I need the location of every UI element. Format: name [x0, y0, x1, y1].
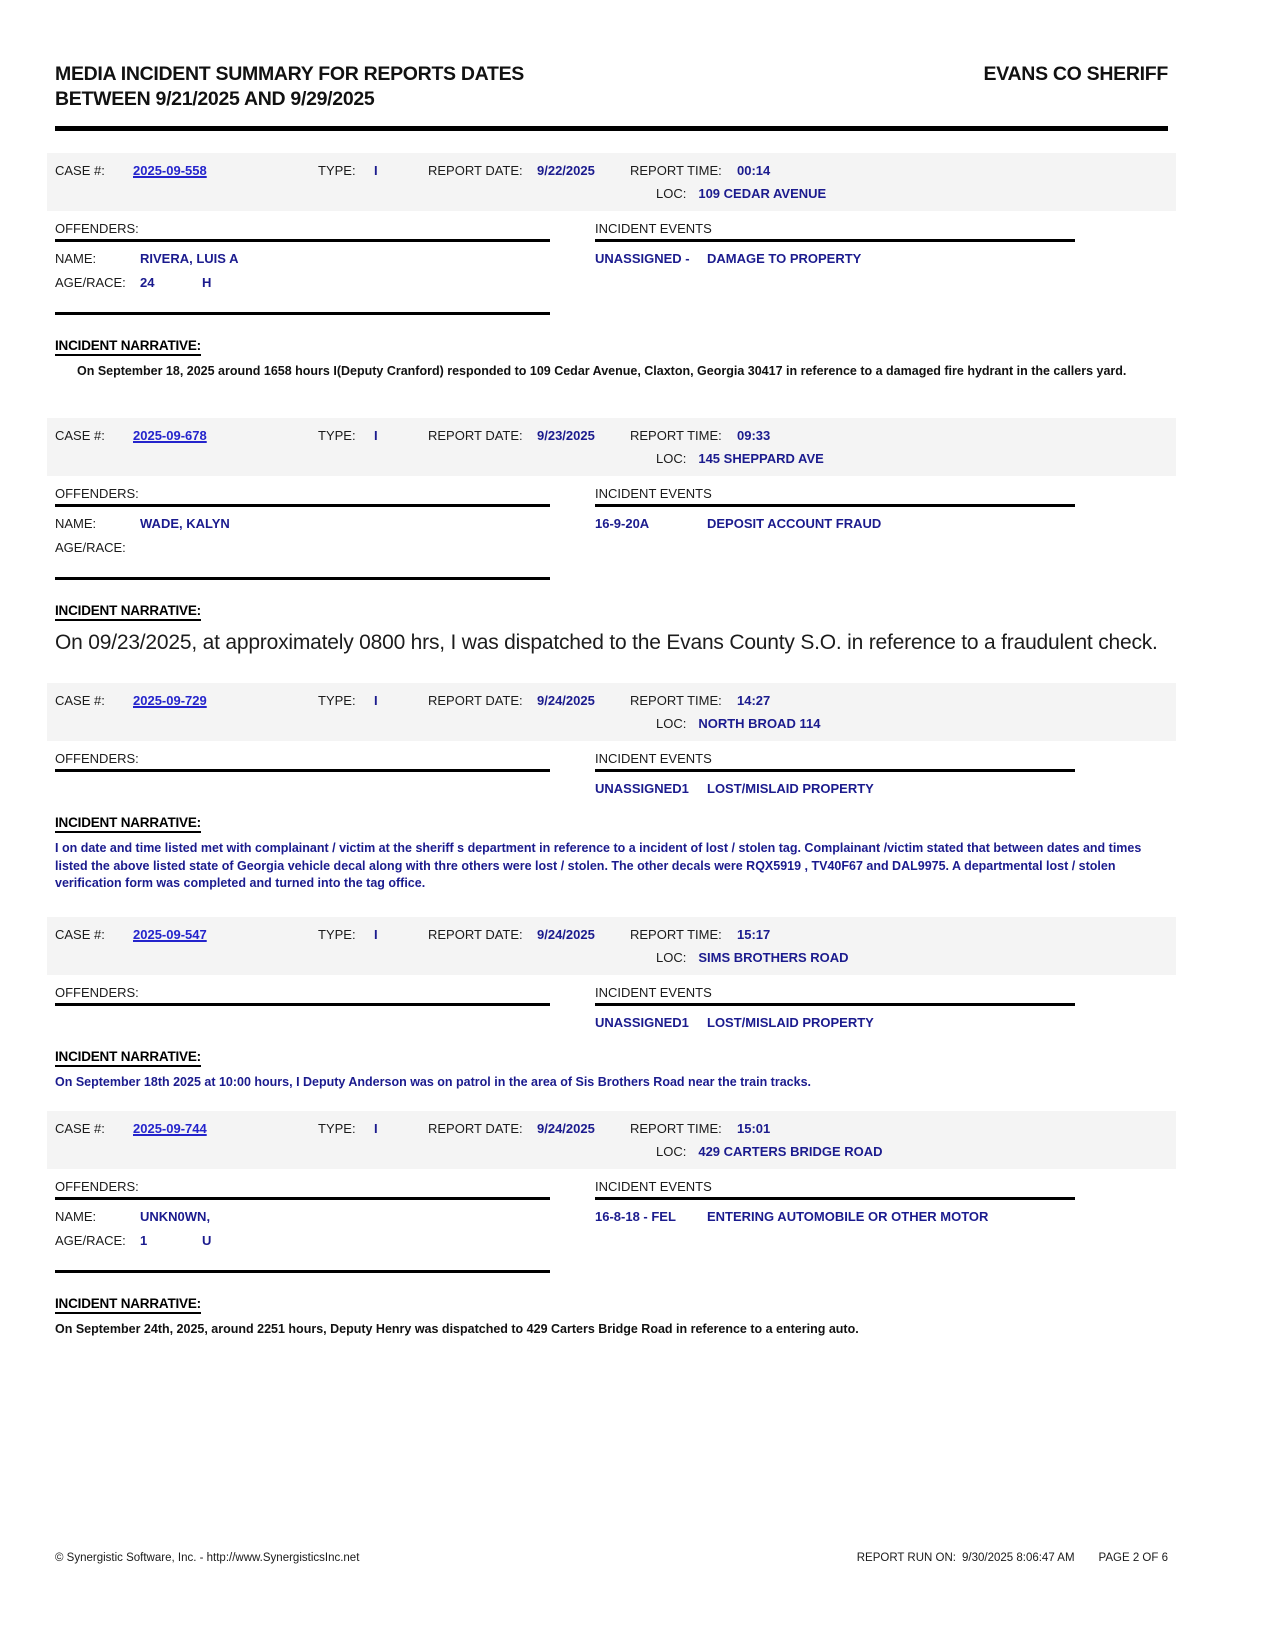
case-block — [55, 917, 1168, 1092]
case-block — [55, 418, 1168, 657]
event-row — [595, 781, 1075, 796]
case-number-link[interactable]: 2025-09-744 — [133, 1121, 207, 1136]
offenders-close-divider — [55, 312, 550, 315]
type-value: I — [374, 428, 378, 443]
offenders-divider — [55, 769, 550, 772]
loc-label: LOC: — [656, 451, 687, 466]
offenders-divider — [55, 1197, 550, 1200]
type-label: TYPE: — [318, 1121, 356, 1136]
incident-events-header: INCIDENT EVENTS — [595, 221, 712, 236]
case-header-band — [47, 153, 1176, 211]
event-desc: LOST/MISLAID PROPERTY — [707, 781, 874, 796]
offenders-divider — [55, 239, 550, 242]
report-date-value: 9/22/2025 — [537, 163, 595, 178]
header-divider — [55, 126, 1168, 131]
loc-label: LOC: — [656, 716, 687, 731]
event-row — [595, 1209, 1075, 1224]
page-title-line1: MEDIA INCIDENT SUMMARY FOR REPORTS DATES — [55, 63, 525, 85]
name-label: NAME: — [55, 251, 97, 266]
offender-age: 1 — [140, 1233, 148, 1248]
offenders-divider — [55, 1003, 550, 1006]
event-desc: ENTERING AUTOMOBILE OR OTHER MOTOR — [707, 1209, 989, 1224]
report-date-label: REPORT DATE: — [428, 693, 523, 708]
type-label: TYPE: — [318, 926, 356, 942]
event-code: 16-9-20A — [595, 516, 650, 531]
report-date-label: REPORT DATE: — [428, 926, 523, 942]
offender-name: WADE, KALYN — [140, 516, 230, 531]
narrative-section — [55, 337, 1168, 380]
name-label: NAME: — [55, 1209, 97, 1224]
case-number-link[interactable]: 2025-09-547 — [133, 926, 207, 942]
narrative-header: INCIDENT NARRATIVE: — [55, 603, 201, 621]
report-run-value: 9/30/2025 8:06:47 AM — [962, 1552, 1075, 1564]
case-header-band — [47, 418, 1176, 476]
offender-race: U — [202, 1233, 212, 1248]
event-code: UNASSIGNED1 — [595, 781, 689, 796]
narrative-text: On September 18, 2025 around 1658 hours I(Deputy Cranford) responded to 109 Cedar Avenue, Claxton, Georgia 30417 in reference to a damaged fire hydrant in the callers yard. — [77, 364, 1127, 378]
case-number-label: CASE #: — [55, 1121, 105, 1136]
report-date-value: 9/24/2025 — [537, 1121, 595, 1136]
page-title-line2: BETWEEN 9/21/2025 AND 9/29/2025 — [55, 88, 375, 110]
incident-events-section — [595, 221, 1075, 315]
case-header-band — [47, 683, 1176, 741]
offender-name-row — [55, 1209, 550, 1224]
offenders-section — [55, 985, 550, 1030]
report-header — [55, 62, 1168, 112]
incident-events-section — [595, 751, 1075, 796]
narrative-text: On 09/23/2025, at approximately 0800 hrs, I was dispatched to the Evans County S.O. in reference to a fraudulent check. — [55, 631, 1158, 654]
footer-copyright: © Synergistic Software, Inc. - http://www.SynergisticsInc.net — [55, 1552, 360, 1564]
report-date-label: REPORT DATE: — [428, 163, 523, 178]
case-number-link[interactable]: 2025-09-729 — [133, 693, 207, 708]
report-footer — [55, 1552, 1168, 1564]
narrative-header: INCIDENT NARRATIVE: — [55, 1049, 201, 1067]
report-time-label: REPORT TIME: — [630, 693, 722, 708]
report-time-value: 15:01 — [737, 1121, 771, 1136]
offenders-section — [55, 1179, 550, 1273]
event-row — [595, 251, 1075, 266]
report-date-value: 9/23/2025 — [537, 428, 595, 443]
incident-events-header: INCIDENT EVENTS — [595, 486, 712, 501]
report-time-label: REPORT TIME: — [630, 926, 722, 942]
narrative-section — [55, 1295, 1168, 1338]
type-label: TYPE: — [318, 693, 356, 708]
report-time-label: REPORT TIME: — [630, 163, 722, 178]
report-time-value: 14:27 — [737, 693, 771, 708]
case-number-label: CASE #: — [55, 693, 105, 708]
offenders-header: OFFENDERS: — [55, 221, 139, 236]
narrative-section — [55, 814, 1168, 893]
offender-name: RIVERA, LUIS A — [140, 251, 239, 266]
narrative-text: On September 18th 2025 at 10:00 hours, I Deputy Anderson was on patrol in the area of Sis Brothers Road near the train tracks. — [55, 1074, 811, 1089]
narrative-header: INCIDENT NARRATIVE: — [55, 338, 201, 356]
loc-value: 145 SHEPPARD AVE — [698, 451, 824, 466]
loc-value: 109 CEDAR AVENUE — [698, 186, 827, 201]
agency-name: EVANS CO SHERIFF — [983, 63, 1168, 85]
incident-events-divider — [595, 769, 1075, 772]
event-desc: LOST/MISLAID PROPERTY — [707, 1014, 874, 1030]
incident-events-header: INCIDENT EVENTS — [595, 751, 712, 766]
case-number-link[interactable]: 2025-09-558 — [133, 163, 207, 178]
offenders-header: OFFENDERS: — [55, 486, 139, 501]
loc-value: SIMS BROTHERS ROAD — [698, 949, 849, 965]
page-indicator: PAGE 2 OF 6 — [1098, 1552, 1168, 1564]
offenders-divider — [55, 504, 550, 507]
incident-events-divider — [595, 239, 1075, 242]
narrative-header: INCIDENT NARRATIVE: — [55, 1296, 201, 1314]
narrative-section — [55, 1048, 1168, 1092]
offender-age-race-row — [55, 540, 550, 555]
case-header-band — [47, 917, 1176, 975]
offenders-header: OFFENDERS: — [55, 751, 139, 766]
case-block — [55, 153, 1168, 380]
offenders-close-divider — [55, 577, 550, 580]
offenders-section — [55, 486, 550, 580]
type-value: I — [374, 1121, 378, 1136]
case-header-band — [47, 1111, 1176, 1169]
name-label: NAME: — [55, 516, 97, 531]
event-desc: DAMAGE TO PROPERTY — [707, 251, 862, 266]
narrative-text: I on date and time listed met with complainant / victim at the sheriff s department in reference to a incident of lost / stolen tag. Complainant /victim stated that between dates and times listed the above listed state of Georgia vehicle decal along with thre others were lost / stolen. The other decals were RQX5919 , TV40F67 and DAL9975. A departmental lost / stolen verification form was completed and turned into the tag office. — [55, 841, 1142, 890]
narrative-section — [55, 602, 1168, 657]
loc-label: LOC: — [656, 1144, 687, 1159]
narrative-header: INCIDENT NARRATIVE: — [55, 815, 201, 833]
loc-label: LOC: — [656, 186, 687, 201]
case-number-label: CASE #: — [55, 163, 105, 178]
offender-age: 24 — [140, 275, 155, 290]
event-code: UNASSIGNED1 — [595, 1014, 689, 1030]
page-title — [55, 62, 524, 112]
event-code: UNASSIGNED - — [595, 251, 690, 266]
offenders-header: OFFENDERS: — [55, 1179, 139, 1194]
narrative-text: On September 24th, 2025, around 2251 hours, Deputy Henry was dispatched to 429 Carters Bridge Road in reference to a entering auto. — [55, 1322, 859, 1336]
offender-age-race-row — [55, 275, 550, 290]
offenders-close-divider — [55, 1270, 550, 1273]
offender-age-race-row — [55, 1233, 550, 1248]
event-code: 16-8-18 - FEL — [595, 1209, 676, 1224]
incident-events-header: INCIDENT EVENTS — [595, 984, 712, 1000]
event-desc: DEPOSIT ACCOUNT FRAUD — [707, 516, 882, 531]
incident-events-section — [595, 985, 1075, 1030]
case-number-link[interactable]: 2025-09-678 — [133, 428, 207, 443]
incident-events-divider — [595, 1197, 1075, 1200]
report-time-label: REPORT TIME: — [630, 1121, 722, 1136]
report-date-label: REPORT DATE: — [428, 428, 523, 443]
report-date-value: 9/24/2025 — [537, 693, 595, 708]
incident-events-section — [595, 1179, 1075, 1273]
type-value: I — [374, 693, 378, 708]
type-label: TYPE: — [318, 428, 356, 443]
report-run-label: REPORT RUN ON: — [856, 1552, 956, 1564]
age-race-label: AGE/RACE: — [55, 540, 126, 555]
loc-value: 429 CARTERS BRIDGE ROAD — [698, 1144, 883, 1159]
loc-label: LOC: — [656, 949, 687, 965]
offender-name-row — [55, 251, 550, 266]
report-time-value: 00:14 — [737, 163, 771, 178]
offender-race: H — [202, 275, 212, 290]
event-row — [595, 1015, 1075, 1030]
age-race-label: AGE/RACE: — [55, 1233, 126, 1248]
incident-events-divider — [595, 1003, 1075, 1006]
offenders-section — [55, 221, 550, 315]
report-time-label: REPORT TIME: — [630, 428, 722, 443]
loc-value: NORTH BROAD 114 — [698, 716, 821, 731]
incident-events-header: INCIDENT EVENTS — [595, 1179, 712, 1194]
case-number-label: CASE #: — [55, 428, 105, 443]
offender-name-row — [55, 516, 550, 531]
offenders-section — [55, 751, 550, 796]
event-row — [595, 516, 1075, 531]
type-value: I — [374, 926, 378, 942]
case-block — [55, 683, 1168, 893]
offender-name: UNKN0WN, — [140, 1209, 211, 1224]
case-number-label: CASE #: — [55, 926, 105, 942]
report-date-value: 9/24/2025 — [537, 926, 595, 942]
incident-events-section — [595, 486, 1075, 580]
report-time-value: 09:33 — [737, 428, 771, 443]
offenders-header: OFFENDERS: — [55, 984, 139, 1000]
age-race-label: AGE/RACE: — [55, 275, 126, 290]
incident-events-divider — [595, 504, 1075, 507]
report-date-label: REPORT DATE: — [428, 1121, 523, 1136]
type-label: TYPE: — [318, 163, 356, 178]
report-time-value: 15:17 — [737, 926, 771, 942]
case-block — [55, 1111, 1168, 1338]
type-value: I — [374, 163, 378, 178]
